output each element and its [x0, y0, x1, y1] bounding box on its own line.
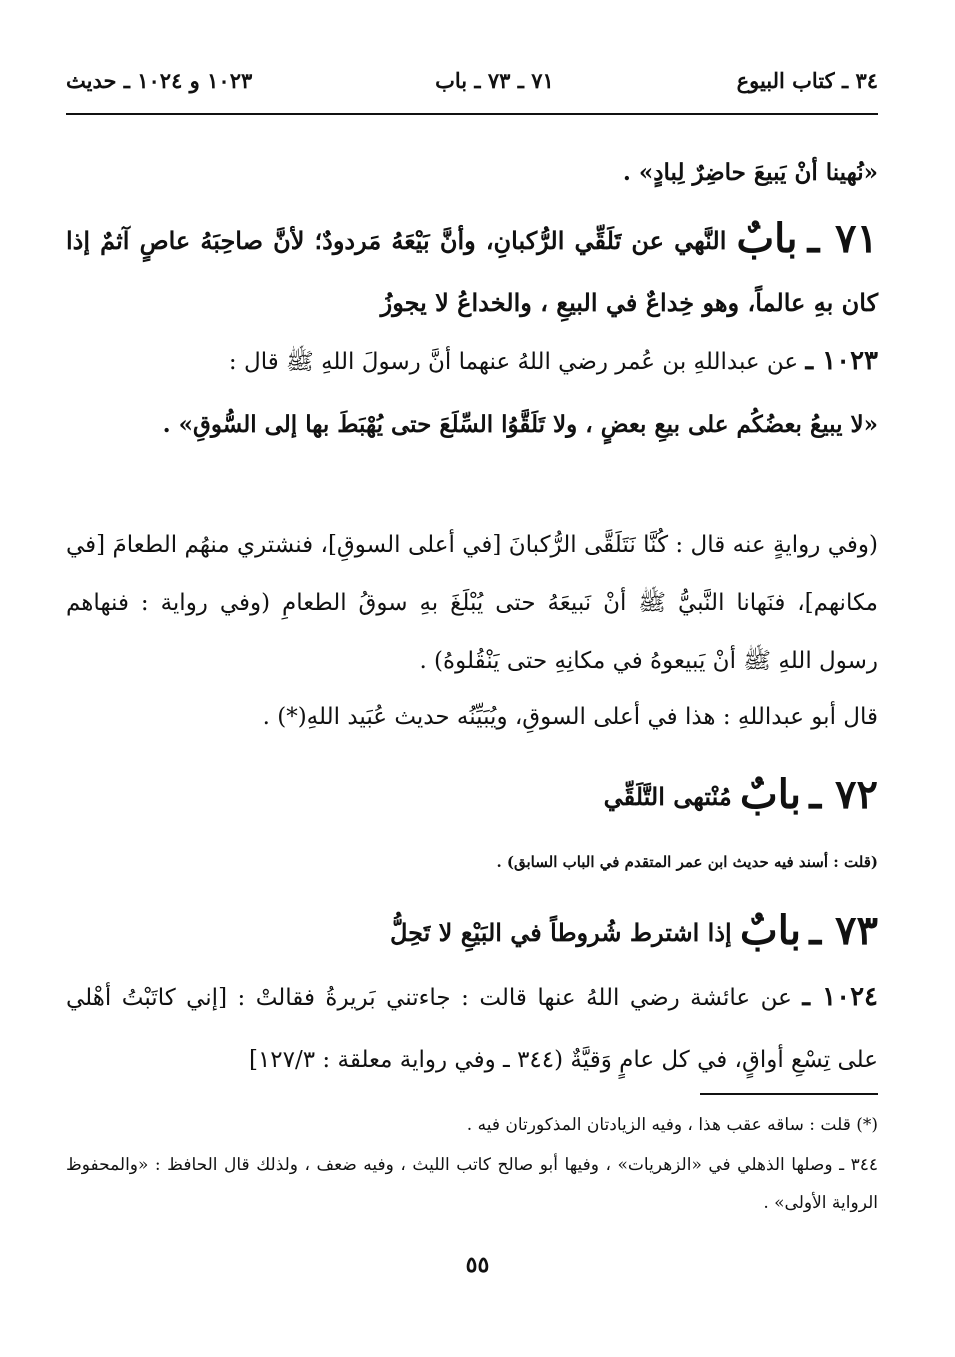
abu-abdillah-text: قال أبو عبداللهِ : هذا في أعلى السوقِ، ويُبَيِّنُه حديث عُبَيد اللهِ(*) .: [262, 704, 878, 730]
abu-abdillah-note: [66, 686, 878, 748]
chapter-title: النَّهي عن تَلَقِّي الرُّكبانِ، وأنَّ بَيْعَهُ مَردودٌ؛ لأنَّ صاحِبَهُ عاصٍ آثمٌ إذا كان بهِ عالماً، وهو خِداعٌ في البيعِ ، والخداعُ لا يجوزُ: [66, 226, 878, 317]
header-hadiths: ١٠٢٣ و ١٠٢٤ ـ حديث: [66, 67, 253, 93]
header-chapters: ٧١ ـ ٧٣ ـ باب: [435, 67, 554, 93]
volume-page-ref: ١٢٧/٣]: [248, 1047, 316, 1073]
footnote-star-text: (*) قلت : ساقه عقب هذا ، وفيه الزيادتان المذكورتان فيه .: [466, 1115, 878, 1135]
chapter-heading-72: [66, 764, 878, 828]
footnote-divider: [700, 1093, 878, 1095]
footnote-344: [66, 1146, 878, 1222]
header-divider: [66, 113, 878, 115]
chapter-72-note: [66, 850, 878, 874]
chapter-word: بابٌ: [740, 907, 802, 954]
chapter-title: إذا اشترط شُروطاً في البَيْعِ لا تَحِلُّ: [389, 918, 732, 947]
hadith-matn: عن عائشة رضي اللهُ عنها قالت : جاءتني بَريرةُ فقالتْ : [إني كاتَبْتُ أهْلي على تِسْعِ أواقٍ، في كل عامٍ وَقيَّةٌ (٣٤٤ ـ وفي رواية معلقة :: [66, 985, 878, 1073]
editor-note: (قلت : أسند فيه حديث ابن عمر المتقدم في الباب السابق) .: [496, 853, 878, 871]
hadith-number: ١٠٢٣ ـ: [805, 346, 878, 376]
continued-text: «نُهينا أنْ يَبيعَ حاضِرٌ لِبادٍ» .: [622, 159, 878, 186]
header-book-title: ٣٤ ـ كتاب البيوع: [736, 67, 878, 93]
footnote-344-text: ٣٤٤ ـ وصلها الذهلي في «الزهريات» ، وفيها أبو صالح كاتب الليث ، وفيه ضعف ، ولذلك قال الحافظ : «والمحفوظ الرواية الأولى» .: [66, 1155, 878, 1213]
hadith-matn: «لا يبيعُ بعضُكُم على بيعِ بعضٍ ، ولا تَلَقَّوُا السِّلَعَ حتى يُهْبَطَ بها إلى السُّوقِ» .: [162, 411, 878, 438]
chapter-heading-71: [66, 208, 878, 334]
hadith-1023-riwaya: [66, 516, 878, 690]
footnote-star: [66, 1106, 878, 1144]
hadith-1023-text: [66, 394, 878, 456]
riwaya-text: (وفي روايةٍ عنه قال : كُنَّا نَتَلَقَّى الرُّكبانَ [في أعلى السوقِ]، فنشتري منهُم الطعامَ [في مكانهم]، فنَهانا النَّبيُّ ﷺ أنْ نَبيعَهُ حتى يُبْلَغَ بهِ سوقُ الطعامِ (وفي رواية : فنهاهم رسول اللهِ ﷺ أنْ يَبيعوهُ في مكانِهِ حتى يَنْقُلوهُ) .: [66, 532, 878, 674]
continued-hadith-line: [66, 142, 878, 204]
page-number: ٥٥: [465, 1252, 490, 1278]
chapter-word: بابٌ: [736, 215, 798, 262]
chapter-heading-73: [66, 900, 878, 964]
chapter-number: ٧٣ ـ: [809, 907, 878, 954]
hadith-1023-intro: [66, 330, 878, 393]
running-header: [66, 62, 878, 98]
chapter-number: ٧١ ـ: [807, 215, 878, 262]
hadith-isnad: عن عبداللهِ بن عُمر رضي اللهُ عنهما أنَّ رسولَ اللهِ ﷺ قال :: [228, 349, 799, 375]
chapter-number: ٧٢ ـ: [809, 771, 878, 818]
hadith-number: ١٠٢٤ ـ: [802, 982, 879, 1012]
hadith-1024: [66, 966, 878, 1091]
chapter-title: مُنْتهى التَّلَقِّي: [603, 782, 732, 811]
chapter-word: بابٌ: [740, 771, 802, 818]
